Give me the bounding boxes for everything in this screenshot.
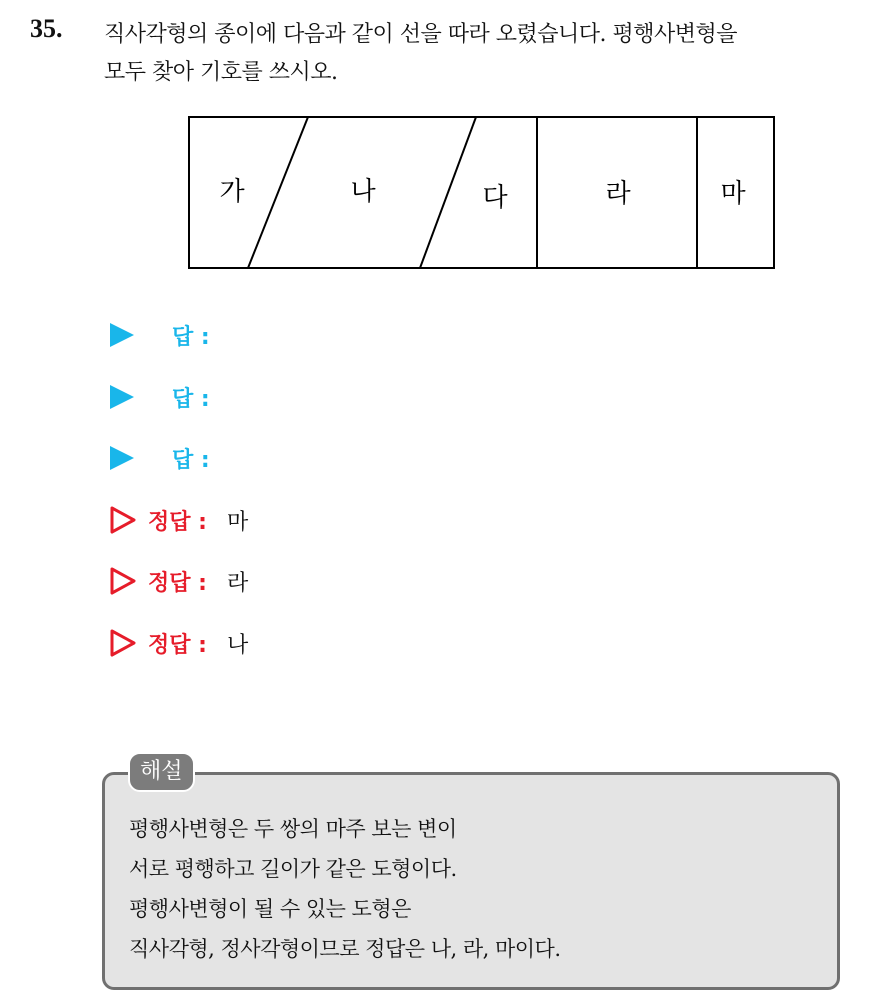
correct-answer-label: 정답 : bbox=[148, 632, 207, 658]
region-label-ma: 마 bbox=[720, 179, 746, 209]
answer-label: 답 : bbox=[172, 386, 210, 412]
explanation-line-1: 평행사변형은 두 쌍의 마주 보는 변이 bbox=[129, 817, 457, 841]
explanation-box bbox=[102, 772, 840, 990]
correct-answer-value: 라 bbox=[226, 570, 249, 596]
answer-row-2 bbox=[110, 380, 210, 414]
region-label-ra: 라 bbox=[605, 179, 631, 209]
explanation-line-2: 서로 평행하고 길이가 같은 도형이다. bbox=[129, 857, 457, 881]
explanation-text bbox=[129, 809, 829, 969]
answer-row-3 bbox=[110, 441, 210, 475]
question-text bbox=[104, 16, 874, 92]
correct-answer-value: 나 bbox=[226, 632, 249, 658]
answer-row-1 bbox=[110, 318, 210, 352]
correct-answer-row-3 bbox=[110, 626, 248, 660]
play-arrow-icon bbox=[110, 323, 134, 347]
correct-answer-row-1 bbox=[110, 503, 248, 537]
question-text-line-1: 직사각형의 종이에 다음과 같이 선을 따라 오렸습니다. 평행사변형을 bbox=[104, 22, 738, 47]
play-arrow-icon bbox=[110, 446, 134, 470]
region-label-da: 다 bbox=[482, 183, 508, 213]
question-text-line-2: 모두 찾아 기호를 쓰시오. bbox=[104, 60, 338, 85]
outline-arrow-icon bbox=[110, 567, 136, 595]
explanation-line-3: 평행사변형이 될 수 있는 도형은 bbox=[129, 897, 411, 921]
rectangle-figure bbox=[188, 116, 776, 272]
correct-answer-row-2 bbox=[110, 564, 248, 598]
answer-label: 답 : bbox=[172, 447, 210, 473]
explanation-line-4: 직사각형, 정사각형이므로 정답은 나, 라, 마이다. bbox=[129, 937, 561, 961]
question-number: 35. bbox=[30, 14, 63, 43]
correct-answer-value: 마 bbox=[226, 509, 249, 535]
play-arrow-icon bbox=[110, 385, 134, 409]
correct-answer-label: 정답 : bbox=[148, 509, 207, 535]
outline-arrow-icon bbox=[110, 629, 136, 657]
correct-answer-label: 정답 : bbox=[148, 570, 207, 596]
answer-label: 답 : bbox=[172, 324, 210, 350]
outline-arrow-icon bbox=[110, 506, 136, 534]
region-label-ga: 가 bbox=[219, 177, 245, 207]
explanation-tab: 해설 bbox=[128, 752, 195, 792]
region-label-na: 나 bbox=[350, 177, 376, 207]
